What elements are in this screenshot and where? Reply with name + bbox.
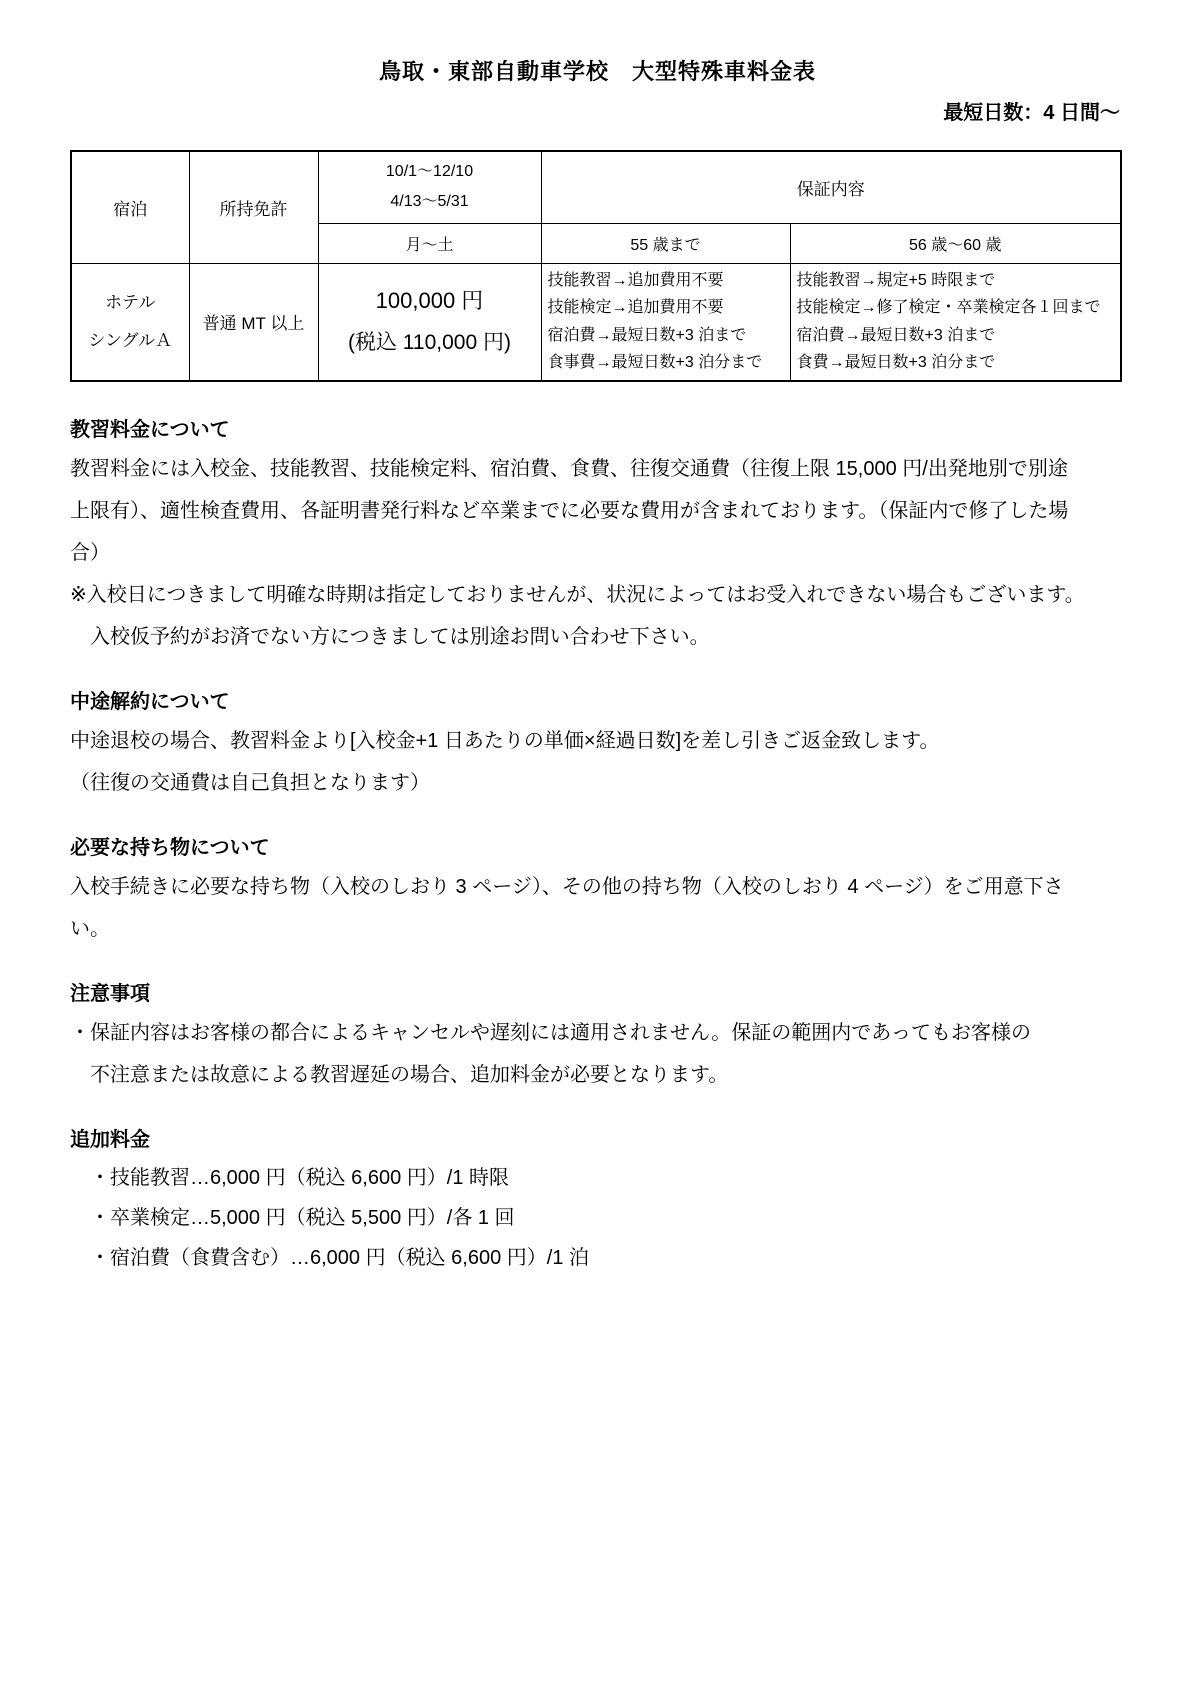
section-belongings xyxy=(70,830,1125,950)
text-line: 不注意または故意による教習遅延の場合、追加料金が必要となります。 xyxy=(70,1064,729,1086)
section-heading-notes: 注意事項 xyxy=(70,983,150,1005)
text-line: 教習料金には入校金、技能教習、技能検定料、宿泊費、食費、往復交通費（往復上限 15,000 円/出発地別で別途 xyxy=(70,458,1068,480)
section-heading-belongings: 必要な持ち物について xyxy=(70,837,270,859)
guarantee-56-60-line: 宿泊費→最短日数+3 泊まで xyxy=(796,326,996,344)
text-line: 合） xyxy=(70,542,110,564)
th-period xyxy=(318,151,541,223)
text-line: 入校仮予約がお済でない方につきましては別途お問い合わせ下さい。 xyxy=(70,626,710,648)
cell-guarantee-age56-60 xyxy=(790,263,1121,381)
th-age-56-60: 56 歳～60 歳 xyxy=(790,223,1121,263)
text-line: （往復の交通費は自己負担となります） xyxy=(70,772,430,794)
price-tax: (税込 110,000 円) xyxy=(347,330,511,354)
extra-fee-item: ・卒業検定…5,000 円（税込 5,500 円）/各 1 回 xyxy=(90,1207,515,1229)
text-line: ※入校日につきまして明確な時期は指定しておりませんが、状況によってはお受入れできない場合もございます。 xyxy=(70,584,1085,606)
cell-license: 普通 MT 以上 xyxy=(189,263,318,381)
cell-guarantee-age55 xyxy=(541,263,790,381)
guarantee-55-line: 食事費→最短日数+3 泊分まで xyxy=(547,354,763,372)
section-notes xyxy=(70,976,1125,1096)
lodging-line1: ホテル xyxy=(105,292,156,312)
cell-price xyxy=(318,263,541,381)
page-title: 鳥取・東部自動車学校 大型特殊車料金表 xyxy=(378,59,816,84)
extra-fee-item: ・宿泊費（食費含む）…6,000 円（税込 6,600 円）/1 泊 xyxy=(90,1247,590,1269)
section-heading-extra-fees: 追加料金 xyxy=(70,1129,150,1151)
cell-lodging xyxy=(71,263,189,381)
th-guarantee: 保証内容 xyxy=(541,151,1121,223)
section-tuition xyxy=(70,412,1125,658)
section-cancellation xyxy=(70,684,1125,804)
th-license: 所持免許 xyxy=(189,151,318,263)
guarantee-55-line: 宿泊費→最短日数+3 泊まで xyxy=(547,326,747,344)
lodging-line2: シングルＡ xyxy=(88,330,173,350)
text-line: 上限有）、適性検査費用、各証明書発行料など卒業までに必要な費用が含まれております。（保証内で修了した場 xyxy=(70,500,1069,522)
text-line: ・保証内容はお客様の都合によるキャンセルや遅刻には適用されません。保証の範囲内であってもお客様の xyxy=(70,1022,1031,1044)
th-lodging: 宿泊 xyxy=(71,151,189,263)
guarantee-55-line: 技能教習→追加費用不要 xyxy=(547,271,724,289)
guarantee-56-60-line: 技能教習→規定+5 時限まで xyxy=(796,271,996,289)
th-days: 月～土 xyxy=(318,223,541,263)
text-line: 入校手続きに必要な持ち物（入校のしおり 3 ページ）、その他の持ち物（入校のしおり 4 ページ）をご用意下さ xyxy=(70,876,1064,898)
min-days-note: 最短日数：4 日間～ xyxy=(943,102,1120,124)
price-table xyxy=(70,150,1122,382)
section-heading-tuition: 教習料金について xyxy=(70,419,230,441)
text-line: い。 xyxy=(70,918,110,940)
text-line: 中途退校の場合、教習料金より[入校金+1 日あたりの単価×経過日数]を差し引きご返金致します。 xyxy=(70,730,940,752)
th-age-55: 55 歳まで xyxy=(541,223,790,263)
th-period-line2: 4/13～5/31 xyxy=(390,193,469,211)
th-period-line1: 10/1～12/10 xyxy=(385,163,474,181)
section-extra-fees xyxy=(70,1122,1125,1278)
price-main: 100,000 円 xyxy=(375,287,484,313)
guarantee-56-60-line: 技能検定→修了検定・卒業検定各１回まで xyxy=(796,299,1101,317)
guarantee-56-60-line: 食費→最短日数+3 泊分まで xyxy=(796,354,996,372)
section-heading-cancellation: 中途解約について xyxy=(70,691,230,713)
guarantee-55-line: 技能検定→追加費用不要 xyxy=(547,299,724,317)
extra-fee-item: ・技能教習…6,000 円（税込 6,600 円）/1 時限 xyxy=(90,1167,510,1189)
